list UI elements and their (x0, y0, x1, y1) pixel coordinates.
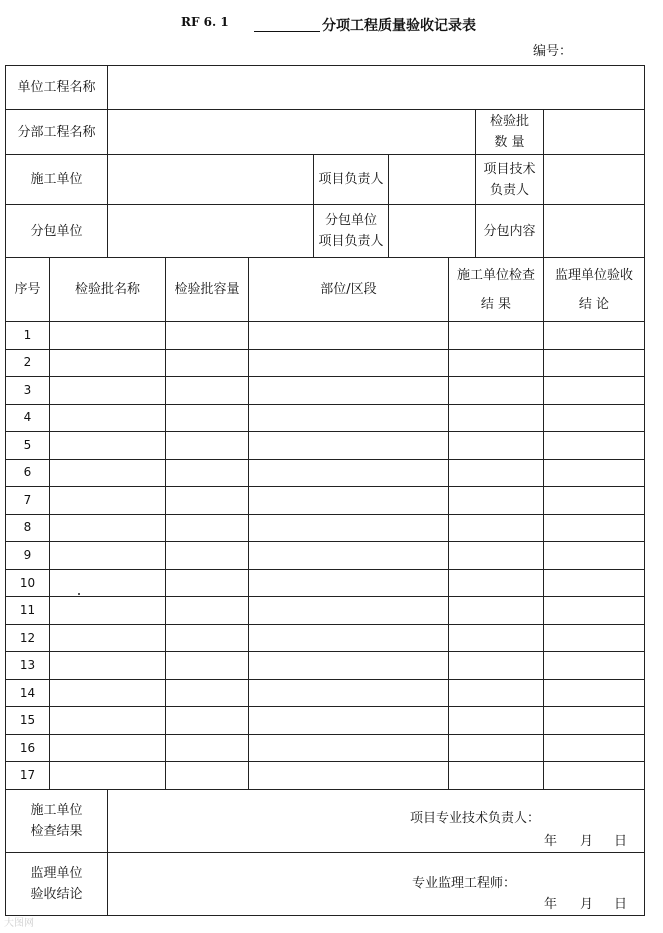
row-seq: 6 (6, 460, 50, 488)
row-contractor-result-cell[interactable] (449, 322, 544, 350)
row-supervisor-conclusion-cell[interactable] (544, 405, 645, 433)
record-form (5, 65, 645, 916)
row-contractor-result-cell[interactable] (449, 570, 544, 598)
supervisor-conclusion-field[interactable] (108, 853, 645, 916)
sub-project-field[interactable] (108, 110, 476, 155)
number-label: 编号： (533, 44, 573, 59)
row-batch-capacity-cell[interactable] (166, 377, 249, 405)
row-batch-capacity-cell[interactable] (166, 515, 249, 543)
row-batch-capacity-cell[interactable] (166, 432, 249, 460)
row-seq: 9 (6, 542, 50, 570)
col-header-supervisor-conclusion (544, 258, 645, 322)
table-row (6, 570, 645, 598)
row-supervisor-conclusion-cell[interactable] (544, 652, 645, 680)
row-batch-capacity-cell[interactable] (166, 405, 249, 433)
row-batch-name-cell[interactable] (50, 707, 166, 735)
row-contractor-result-cell[interactable] (449, 432, 544, 460)
row-location-cell[interactable] (249, 735, 449, 763)
tech-manager-label (476, 155, 544, 205)
batch-count-label-line1: 检验批 (489, 114, 529, 129)
row-batch-name-cell[interactable] (50, 322, 166, 350)
row-seq: 11 (6, 597, 50, 625)
supervisor-engineer-signature-label: 专业监理工程师： (412, 876, 517, 891)
date-day: 日 (614, 834, 628, 849)
row-supervisor-conclusion-cell[interactable] (544, 460, 645, 488)
tech-manager-signature-label: 项目专业技术负责人： (410, 811, 541, 826)
sub-manager-label (314, 205, 389, 258)
col-header-contractor-result-line2: 结 果 (480, 296, 512, 312)
col-header-location: 部位/区段 (249, 258, 449, 322)
batch-count-label (476, 110, 544, 155)
row-seq: 16 (6, 735, 50, 763)
row-batch-name-cell[interactable] (50, 680, 166, 708)
sub-manager-label-line2: 项目负责人 (318, 234, 384, 249)
subcontractor-label: 分包单位 (6, 205, 108, 258)
sub-manager-label-line1: 分包单位 (324, 213, 377, 228)
row-batch-name-cell[interactable] (50, 515, 166, 543)
row-contractor-result-cell[interactable] (449, 405, 544, 433)
row-contractor-result-cell[interactable] (449, 625, 544, 653)
batch-count-label-line2: 数 量 (494, 135, 525, 150)
row-contractor-result-cell[interactable] (449, 680, 544, 708)
date-month: 月 (580, 897, 594, 912)
table-row (6, 322, 645, 350)
row-batch-capacity-cell[interactable] (166, 570, 249, 598)
row-seq: 3 (6, 377, 50, 405)
row-supervisor-conclusion-cell[interactable] (544, 432, 645, 460)
sub-content-field[interactable] (544, 205, 645, 258)
row-supervisor-conclusion-cell[interactable] (544, 625, 645, 653)
table-row (6, 487, 645, 515)
row-seq: 1 (6, 322, 50, 350)
table-row (6, 762, 645, 790)
supervisor-conclusion-label-line2: 验收结论 (30, 887, 83, 902)
row-location-cell[interactable] (249, 432, 449, 460)
date-month: 月 (580, 834, 594, 849)
row-batch-capacity-cell[interactable] (166, 707, 249, 735)
row-batch-name-cell[interactable] (50, 570, 166, 598)
row-supervisor-conclusion-cell[interactable] (544, 597, 645, 625)
table-row (6, 460, 645, 488)
row-seq: 5 (6, 432, 50, 460)
supervisor-conclusion-label (6, 853, 108, 916)
row-batch-capacity-cell[interactable] (166, 322, 249, 350)
row-contractor-result-cell[interactable] (449, 515, 544, 543)
table-row (6, 377, 645, 405)
col-header-seq: 序号 (6, 258, 50, 322)
row-seq: 4 (6, 405, 50, 433)
row-location-cell[interactable] (249, 377, 449, 405)
col-header-contractor-result (449, 258, 544, 322)
row-batch-capacity-cell[interactable] (166, 652, 249, 680)
row-batch-capacity-cell[interactable] (166, 680, 249, 708)
watermark: 大图网 (4, 918, 34, 929)
row-seq: 10 (6, 570, 50, 598)
row-batch-name-cell[interactable] (50, 625, 166, 653)
col-header-supervisor-conclusion-line1: 监理单位验收 (554, 267, 633, 283)
row-batch-name-cell[interactable] (50, 762, 166, 790)
row-location-cell[interactable] (249, 762, 449, 790)
row-contractor-result-cell[interactable] (449, 542, 544, 570)
contractor-check-label-line2: 检查结果 (30, 824, 83, 839)
col-header-supervisor-conclusion-line2: 结 论 (578, 296, 610, 312)
row-seq: 12 (6, 625, 50, 653)
row-batch-capacity-cell[interactable] (166, 460, 249, 488)
row-contractor-result-cell[interactable] (449, 707, 544, 735)
table-row (6, 542, 645, 570)
batch-count-field[interactable] (544, 110, 645, 155)
unit-project-label: 单位工程名称 (6, 66, 108, 110)
subcontractor-field[interactable] (108, 205, 314, 258)
row-seq: 2 (6, 350, 50, 378)
row-location-cell[interactable] (249, 405, 449, 433)
table-row (6, 350, 645, 378)
table-row (6, 625, 645, 653)
contractor-check-label (6, 790, 108, 853)
row-location-cell[interactable] (249, 597, 449, 625)
row-seq: 17 (6, 762, 50, 790)
project-manager-label: 项目负责人 (314, 155, 389, 205)
unit-project-field[interactable] (108, 66, 645, 110)
row-supervisor-conclusion-cell[interactable] (544, 350, 645, 378)
row-supervisor-conclusion-cell[interactable] (544, 707, 645, 735)
table-row (6, 515, 645, 543)
inspection-rows (6, 322, 645, 790)
row-supervisor-conclusion-cell[interactable] (544, 322, 645, 350)
tech-manager-label-line2: 负责人 (489, 182, 529, 198)
row-batch-capacity-cell[interactable] (166, 597, 249, 625)
table-row (6, 405, 645, 433)
row-supervisor-conclusion-cell[interactable] (544, 680, 645, 708)
row-batch-name-cell[interactable] (50, 487, 166, 515)
row-location-cell[interactable] (249, 680, 449, 708)
row-contractor-result-cell[interactable] (449, 762, 544, 790)
row-contractor-result-cell[interactable] (449, 652, 544, 680)
table-row (6, 680, 645, 708)
date-day: 日 (614, 897, 628, 912)
table-row (6, 707, 645, 735)
row-location-cell[interactable] (249, 515, 449, 543)
row-batch-capacity-cell[interactable] (166, 487, 249, 515)
row-location-cell[interactable] (249, 625, 449, 653)
sub-project-label: 分部工程名称 (6, 110, 108, 155)
row-seq: 15 (6, 707, 50, 735)
col-header-batch-name: 检验批名称 (50, 258, 166, 322)
date-year: 年 (544, 897, 558, 912)
col-header-batch-capacity: 检验批容量 (166, 258, 249, 322)
row-contractor-result-cell[interactable] (449, 460, 544, 488)
row-batch-name-cell[interactable] (50, 460, 166, 488)
col-header-contractor-result-line1: 施工单位检查 (456, 267, 535, 283)
supervisor-conclusion-label-line1: 监理单位 (30, 866, 83, 881)
row-contractor-result-cell[interactable] (449, 487, 544, 515)
row-batch-capacity-cell[interactable] (166, 735, 249, 763)
row-seq: 14 (6, 680, 50, 708)
row-batch-capacity-cell[interactable] (166, 350, 249, 378)
row-location-cell[interactable] (249, 707, 449, 735)
tech-manager-label-line1: 项目技术 (483, 161, 536, 177)
row-supervisor-conclusion-cell[interactable] (544, 377, 645, 405)
row-batch-name-cell[interactable] (50, 377, 166, 405)
row-supervisor-conclusion-cell[interactable] (544, 542, 645, 570)
row-batch-name-cell[interactable] (50, 652, 166, 680)
title-blank-line[interactable] (254, 31, 320, 32)
form-code: RF 6. 1 (181, 15, 229, 29)
tech-manager-field[interactable] (544, 155, 645, 205)
row-location-cell[interactable] (249, 570, 449, 598)
row-batch-name-cell[interactable] (50, 432, 166, 460)
row-supervisor-conclusion-cell[interactable] (544, 570, 645, 598)
row-batch-capacity-cell[interactable] (166, 625, 249, 653)
row-contractor-result-cell[interactable] (449, 377, 544, 405)
row-seq: 8 (6, 515, 50, 543)
page-title: 分项工程质量验收记录表 (322, 18, 476, 34)
project-manager-field[interactable] (389, 155, 476, 205)
row-seq: 7 (6, 487, 50, 515)
row-contractor-result-cell[interactable] (449, 735, 544, 763)
row-batch-name-cell[interactable] (50, 597, 166, 625)
sub-manager-field[interactable] (389, 205, 476, 258)
table-row (6, 597, 645, 625)
row-supervisor-conclusion-cell[interactable] (544, 735, 645, 763)
row-supervisor-conclusion-cell[interactable] (544, 515, 645, 543)
contractor-field[interactable] (108, 155, 314, 205)
row-batch-name-cell[interactable] (50, 735, 166, 763)
table-row (6, 432, 645, 460)
row-supervisor-conclusion-cell[interactable] (544, 487, 645, 515)
table-row (6, 735, 645, 763)
sub-content-label: 分包内容 (476, 205, 544, 258)
table-row (6, 652, 645, 680)
row-location-cell[interactable] (249, 542, 449, 570)
row-batch-capacity-cell[interactable] (166, 762, 249, 790)
date-year: 年 (544, 834, 558, 849)
row-location-cell[interactable] (249, 350, 449, 378)
row-location-cell[interactable] (249, 652, 449, 680)
row-batch-name-cell[interactable] (50, 350, 166, 378)
row-batch-name-cell[interactable] (50, 405, 166, 433)
row-location-cell[interactable] (249, 460, 449, 488)
row-location-cell[interactable] (249, 487, 449, 515)
contractor-check-field[interactable] (108, 790, 645, 853)
row-batch-capacity-cell[interactable] (166, 542, 249, 570)
row-supervisor-conclusion-cell[interactable] (544, 762, 645, 790)
contractor-label: 施工单位 (6, 155, 108, 205)
row-seq: 13 (6, 652, 50, 680)
stray-dot (78, 593, 80, 595)
row-location-cell[interactable] (249, 322, 449, 350)
row-batch-name-cell[interactable] (50, 542, 166, 570)
row-contractor-result-cell[interactable] (449, 597, 544, 625)
contractor-check-label-line1: 施工单位 (30, 803, 83, 818)
row-contractor-result-cell[interactable] (449, 350, 544, 378)
